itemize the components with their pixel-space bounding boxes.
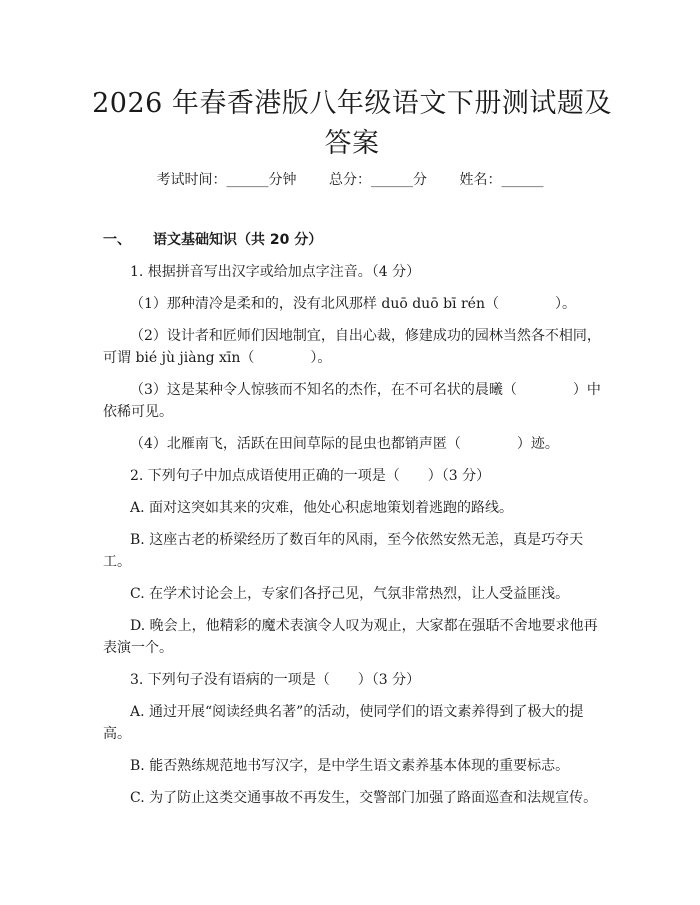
question-3-option-c: C. 为了防止这类交通事故不再发生，交警部门加强了路面巡查和法规宣传。 [130,790,598,806]
student-name: 姓名：______ [459,172,544,188]
document-title: 2026 年春香港版八年级语文下册测试题及答案 [92,88,612,159]
total-score: 总分：______分 [329,172,427,188]
question-2: 2. 下列句子中加点成语使用正确的一项是（ ）（3 分） [130,468,491,484]
section-number: 一、 [103,232,131,248]
section-title: 语文基础知识（共 20 分） [153,232,323,248]
question-3-option-a: A. 通过开展“阅读经典名著”的活动，使同学们的语文素养得到了极大的提 [130,704,584,720]
question-3-option-a-cont: 高。 [103,726,131,742]
question-2-option-d-cont: 表演一个。 [103,640,173,656]
exam-info [0,170,700,190]
question-3-option-b: B. 能否熟练规范地书写汉字，是中学生语文素养基本体现的重要标志。 [130,758,570,774]
question-1-item-2: （2）设计者和匠师们因地制宜，自出心裁，修建成功的园林当然各不相同， [130,328,601,344]
question-1-item-1: （1）那种清冷是柔和的，没有北风那样 duō duō bī rén（ ）。 [130,296,576,312]
question-1-item-3: （3）这是某种令人惊骇而不知名的杰作，在不可名状的晨曦（ ）中 [130,382,601,398]
question-1-item-2-cont: 可谓 bié jù jiàng xīn（ ）。 [103,350,332,366]
question-3: 3. 下列句子没有语病的一项是（ ）（3 分） [130,672,421,688]
question-1: 1. 根据拼音写出汉字或给加点字注音。（4 分） [130,264,421,280]
exam-time: 考试时间：______分钟 [156,172,297,188]
section-heading [103,230,322,250]
question-2-option-a: A. 面对这突如其来的灾难，他处心积虑地策划着逃跑的路线。 [130,500,514,516]
question-2-option-b-cont: 工。 [103,554,131,570]
question-2-option-d: D. 晚会上，他精彩的魔术表演令人叹为观止，大家都在强聒不舍地要求他再 [130,618,598,634]
question-2-option-c: C. 在学术讨论会上，专家们各抒己见，气氛非常热烈，让人受益匪浅。 [130,586,570,602]
question-1-item-4: （4）北雁南飞，活跃在田间草际的昆虫也都销声匿（ ）迹。 [130,436,559,452]
question-2-option-b: B. 这座古老的桥梁经历了数百年的风雨，至今依然安然无恙，真是巧夺天 [130,532,584,548]
question-1-item-3-cont: 依稀可见。 [103,404,173,420]
